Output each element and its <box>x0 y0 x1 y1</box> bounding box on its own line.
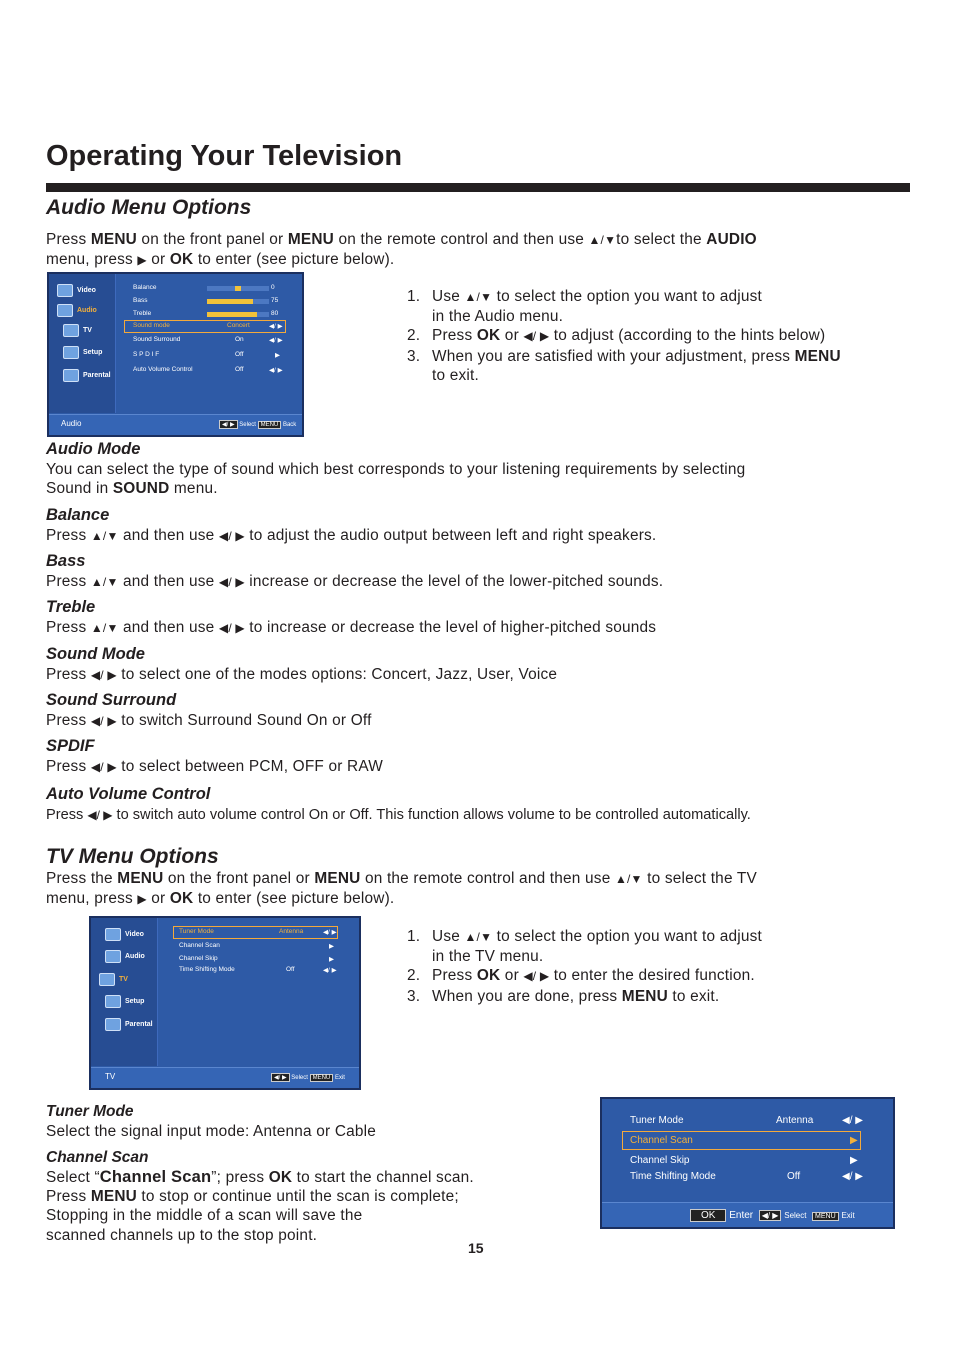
right-arrow-icon: ▶ <box>329 943 334 950</box>
tv-row-label: Time Shifting Mode <box>179 966 235 973</box>
audio-screen-sidebar <box>49 274 116 413</box>
option-title: Sound Mode <box>46 645 145 663</box>
screen-name: TV <box>105 1072 116 1081</box>
channel-scan-screen <box>600 1097 895 1229</box>
nav-tv: TV <box>63 324 92 337</box>
tuner-mode-text: Select the signal input mode: Antenna or Cable <box>46 1123 377 1140</box>
audio-screen-footer <box>49 414 302 435</box>
audio-row-label: Sound mode <box>133 322 170 329</box>
left-right-icon: ◀/ ▶ <box>842 1115 863 1126</box>
updown-arrows-icon: ▲/▼ <box>90 575 119 589</box>
right-arrow-icon: ▶ <box>275 352 280 359</box>
zoom-row-label: Tuner Mode <box>630 1115 684 1126</box>
nav-video: Video <box>105 928 144 941</box>
tuner-mode-title: Tuner Mode <box>46 1103 134 1120</box>
tv-heading: TV Menu Options <box>46 845 219 868</box>
zoom-screen-footer <box>602 1202 893 1227</box>
audio-step: 1. Use ▲/▼ to select the option you want to adjust in the Audio menu. <box>407 288 762 326</box>
tv-row-label: Tuner Mode <box>179 928 214 935</box>
tv-icon <box>99 973 115 986</box>
tv-steps <box>407 927 917 1006</box>
page-title: Operating Your Television <box>46 140 403 172</box>
option-title: Bass <box>46 552 86 570</box>
audio-step: 2. Press OK or ◀/ ▶ to adjust (according to the hints below) <box>407 327 826 345</box>
zoom-row-label: Channel Skip <box>630 1155 690 1166</box>
tv-row-value: Antenna <box>279 928 304 935</box>
audio-row-value: 75 <box>271 297 279 304</box>
arrows-key-icon: ◀/ ▶ <box>759 1210 782 1221</box>
tv-step: 1. Use ▲/▼ to select the option you want to adjust in the TV menu. <box>407 928 762 966</box>
page-number: 15 <box>468 1240 484 1256</box>
parental-icon <box>63 369 79 382</box>
audio-icon <box>57 304 73 317</box>
audio-intro: Press MENU on the front panel or MENU on the remote control and then use ▲/▼to select the AUDIO menu, press ▶ or OK to enter (see picture below). <box>46 231 757 269</box>
updown-arrows-icon: ▲/▼ <box>614 872 643 886</box>
zoom-row-label: Time Shifting Mode <box>630 1171 716 1182</box>
left-right-icon: ◀/ ▶ <box>323 929 337 936</box>
tv-row-value: Off <box>286 966 295 973</box>
audio-step: 3. When you are satisfied with your adjustment, press MENU to exit. <box>407 347 841 384</box>
audio-row-label: S P D I F <box>133 351 160 358</box>
nav-setup: Setup <box>105 995 144 1008</box>
option-title: Treble <box>46 598 96 616</box>
left-right-icon: ◀/ ▶ <box>842 1171 863 1182</box>
updown-arrows-icon: ▲/▼ <box>464 290 493 304</box>
audio-row-value: Concert <box>227 322 250 329</box>
audio-icon <box>105 950 121 963</box>
right-arrow-icon: ▶ <box>137 892 147 907</box>
right-arrow-icon: ▶ <box>850 1155 858 1166</box>
nav-parental: Parental <box>105 1018 153 1031</box>
audio-row-label: Sound Surround <box>133 336 181 343</box>
left-right-icon: ◀/ ▶ <box>90 668 117 682</box>
setup-icon <box>63 346 79 359</box>
menu-key-icon: MENU <box>812 1212 839 1221</box>
arrows-key-icon: ◀/ ▶ <box>271 1073 290 1082</box>
menu-key-icon: MENU <box>258 421 282 429</box>
updown-arrows-icon: ▲/▼ <box>464 930 493 944</box>
left-right-icon: ◀/ ▶ <box>87 808 113 822</box>
footer-hints: ◀/ ▶ Select MENU Back <box>219 420 296 429</box>
audio-row-label: Auto Volume Control <box>133 366 193 373</box>
screen-name: Audio <box>61 419 82 428</box>
option-text: Press ◀/ ▶ to select one of the modes options: Concert, Jazz, User, Voice <box>46 666 558 683</box>
balance-level <box>235 286 241 291</box>
left-right-icon: ◀/ ▶ <box>218 575 245 589</box>
channel-scan-title: Channel Scan <box>46 1149 149 1166</box>
option-text: Press ◀/ ▶ to switch Surround Sound On or Off <box>46 712 372 729</box>
audio-row-label: Treble <box>133 310 152 317</box>
left-right-icon: ◀/ ▶ <box>90 760 117 774</box>
audio-menu-screen <box>47 272 304 437</box>
audio-heading: Audio Menu Options <box>46 196 252 219</box>
parental-icon <box>105 1018 121 1031</box>
updown-arrows-icon: ▲/▼ <box>90 621 119 635</box>
audio-row-label: Balance <box>133 284 157 291</box>
zoom-row-label: Channel Scan <box>630 1135 693 1146</box>
option-text: Press ◀/ ▶ to switch auto volume control On or Off. This function allows volume to be controlled automatically. <box>46 807 751 823</box>
footer-hints: OK Enter ◀/ ▶ Select MENU Exit <box>690 1209 855 1222</box>
right-arrow-icon: ▶ <box>329 956 334 963</box>
nav-video: Video <box>57 284 96 297</box>
left-right-icon: ◀/ ▶ <box>269 337 283 344</box>
left-right-icon: ◀/ ▶ <box>90 714 117 728</box>
arrows-key-icon: ◀/ ▶ <box>219 420 238 429</box>
bass-level <box>207 299 253 304</box>
audio-row-value: 80 <box>271 310 279 317</box>
audio-row-value: Off <box>235 366 244 373</box>
option-text: Press ▲/▼ and then use ◀/ ▶ to increase or decrease the level of higher-pitched sounds <box>46 619 657 636</box>
setup-icon <box>105 995 121 1008</box>
audio-row-value: On <box>235 336 244 343</box>
tv-screen-sidebar <box>91 918 158 1066</box>
option-title: Balance <box>46 506 110 524</box>
tv-menu-screen <box>89 916 361 1090</box>
updown-arrows-icon: ▲/▼ <box>588 233 617 247</box>
option-title: Audio Mode <box>46 440 141 458</box>
nav-audio: Audio <box>105 950 145 963</box>
option-text: Press ▲/▼ and then use ◀/ ▶ increase or decrease the level of the lower-pitched sounds. <box>46 573 664 590</box>
zoom-row-value: Off <box>787 1171 801 1182</box>
right-arrow-icon: ▶ <box>850 1135 858 1146</box>
video-icon <box>105 928 121 941</box>
ok-key-icon: OK <box>690 1209 726 1222</box>
left-right-icon: ◀/ ▶ <box>523 969 550 984</box>
footer-hints: ◀/ ▶ Select MENU Exit <box>271 1073 345 1082</box>
nav-tv: TV <box>99 973 128 986</box>
tv-row-label: Channel Scan <box>179 942 220 949</box>
left-right-icon: ◀/ ▶ <box>523 329 550 344</box>
tv-icon <box>63 324 79 337</box>
left-right-icon: ◀/ ▶ <box>218 621 245 635</box>
treble-level <box>207 312 257 317</box>
nav-parental: Parental <box>63 369 111 382</box>
option-title: SPDIF <box>46 737 95 755</box>
option-text: You can select the type of sound which best corresponds to your listening requirements by selecting Sound in SOUND menu. <box>46 461 746 498</box>
video-icon <box>57 284 73 297</box>
tv-step: 3. When you are done, press MENU to exit. <box>407 987 720 1005</box>
left-right-icon: ◀/ ▶ <box>269 367 283 374</box>
option-text: Press ◀/ ▶ to select between PCM, OFF or RAW <box>46 758 383 775</box>
tv-step: 2. Press OK or ◀/ ▶ to enter the desired function. <box>407 967 755 985</box>
option-text: Press ▲/▼ and then use ◀/ ▶ to adjust the audio output between left and right speakers. <box>46 527 657 544</box>
audio-row-label: Bass <box>133 297 148 304</box>
audio-steps <box>407 287 917 385</box>
option-title: Auto Volume Control <box>46 785 211 803</box>
left-right-icon: ◀/ ▶ <box>218 529 245 543</box>
left-right-icon: ◀/ ▶ <box>323 967 337 974</box>
channel-scan-text: Select “Channel Scan”; press OK to start the channel scan. Press MENU to stop or continue until the scan is complete; Stopping in the middle of a scan will save the scanned channels up to the stop point. <box>46 1168 474 1244</box>
nav-setup: Setup <box>63 346 102 359</box>
nav-audio: Audio <box>57 304 97 317</box>
title-rule <box>46 183 910 192</box>
menu-key-icon: MENU <box>310 1074 334 1082</box>
audio-row-value: Off <box>235 351 244 358</box>
tv-intro: Press the MENU on the front panel or MENU on the remote control and then use ▲/▼ to select the TV menu, press ▶ or OK to enter (see picture below). <box>46 870 757 908</box>
updown-arrows-icon: ▲/▼ <box>90 529 119 543</box>
tv-row-label: Channel Skip <box>179 955 218 962</box>
left-right-icon: ◀/ ▶ <box>269 323 283 330</box>
option-title: Sound Surround <box>46 691 177 709</box>
audio-row-value: 0 <box>271 284 275 291</box>
right-arrow-icon: ▶ <box>137 253 147 268</box>
tv-screen-footer <box>91 1067 359 1088</box>
zoom-row-value: Antenna <box>776 1115 814 1126</box>
